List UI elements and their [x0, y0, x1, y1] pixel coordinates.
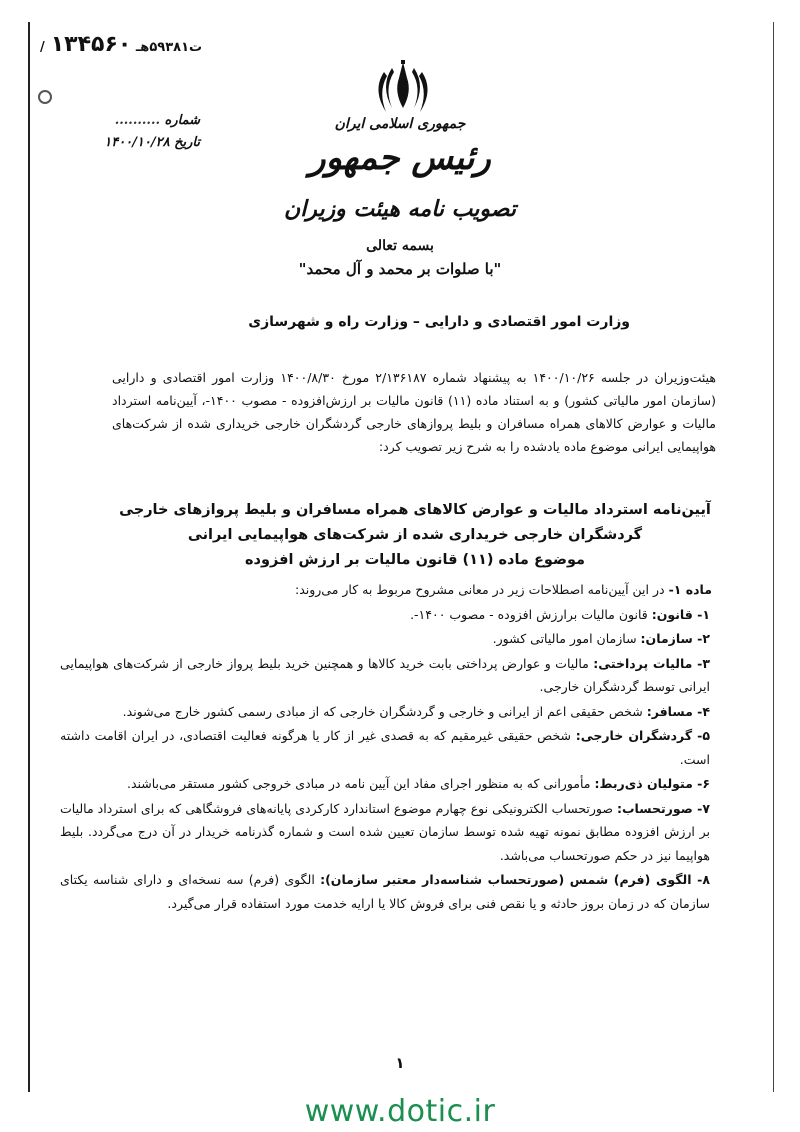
- definition-term: ۳- مالیات پرداختی:: [593, 655, 710, 671]
- republic-title: جمهوری اسلامی ایران: [334, 116, 466, 132]
- definition-text: شخص حقیقی غیرمقیم که به قصدی غیر از کار یا هرگونه فعالیت اقتصادی، در ایران اقامت داشته است.: [60, 728, 710, 767]
- number-value: ..........: [114, 113, 160, 128]
- definition-term: ۴- مسافر:: [646, 703, 710, 719]
- cabinet-decree-title: تصویب نامه هیئت وزیران: [284, 196, 516, 222]
- date-label: تاریخ: [174, 135, 200, 150]
- definition-term: ۵- گردشگران خارجی:: [575, 728, 710, 743]
- definition-item: [60, 627, 712, 651]
- definition-term: ۲- سازمان:: [640, 631, 710, 646]
- addressees: وزارت امور اقتصادی و دارایی – وزارت راه و شهرسازی: [248, 314, 630, 330]
- president-title: رئیس جمهور: [309, 138, 491, 178]
- definition-term: ۷- صورتحساب:: [616, 800, 710, 816]
- article-text: در این آیین‌نامه اصطلاحات زیر در معانی مشروح مربوط به کار می‌روند:: [294, 582, 669, 597]
- definition-item: [60, 868, 712, 915]
- salavat-heading: "با صلوات بر محمد و آل محمد": [298, 260, 502, 278]
- definition-text: سازمان امور مالیاتی کشور.: [492, 631, 641, 646]
- document-number-prefix: /ت۵۹۳۸۱هـ: [40, 40, 203, 55]
- article-1: [60, 578, 712, 602]
- bism-heading: بسمه تعالی: [366, 238, 434, 254]
- definition-term: ۱- قانون:: [651, 606, 710, 622]
- number-label: شماره: [164, 113, 200, 128]
- regulation-title: [100, 498, 730, 573]
- definition-text: الگوی (فرم) سه نسخه‌ای و دارای شناسه یکتای سازمان که در زمان بروز حادثه و یا نقص فنی برای فروش کالا یا ارایه خدمت مورد استفاده قرار می‌گیرد.: [60, 872, 710, 911]
- definition-text: مالیات و عوارض پرداختی بابت خرید کالاها و همچنین خرید بلیط پرواز خارجی از شرکت‌های هواپیمایی ایرانی توسط گردشگران خارجی.: [60, 655, 710, 694]
- date-value: ۱۴۰۰/۱۰/۲۸: [104, 135, 170, 150]
- definition-text: صورتحساب الکترونیکی نوع چهارم موضوع استاندارد کارکردی پایانه‌های فروشگاهی که برای استرداد مالیات بر ارزش افزوده مطابق نمونه تهیه شده توسط سازمان تعیین شده است و شماره گذرنامه خریدار در آن درج می‌گردد. بلیط هواپیما نیز در حکم صورتحساب می‌باشد.: [60, 800, 710, 863]
- definition-term: ۸- الگوی (فرم) شمس (صورتحساب شناسه‌دار معتبر سازمان):: [320, 872, 710, 887]
- document-number: [40, 32, 202, 57]
- regulation-body: [60, 578, 712, 916]
- article-label: ماده ۱-: [668, 582, 712, 597]
- definition-term: ۶- متولیان ذی‌ربط:: [594, 776, 710, 791]
- title-line: موضوع ماده (۱۱) قانون مالیات بر ارزش افزوده: [244, 552, 586, 568]
- footer-url: www.dotic.ir: [304, 1094, 496, 1129]
- definition-text: شخص حقیقی اعم از ایرانی و خارجی و گردشگران خارجی که از مبادی رسمی کشور خارج می‌شوند.: [122, 703, 647, 719]
- definition-item: [60, 700, 712, 724]
- definition-item: [60, 652, 712, 699]
- iran-emblem-icon: [374, 58, 432, 118]
- right-border-line: [773, 22, 774, 1092]
- title-line: آیین‌نامه استرداد مالیات و عوارض کالاهای همراه مسافران و بلیط پروازهای خارجی: [119, 502, 711, 518]
- definition-text: قانون مالیات برارزش افزوده - مصوب ۱۴۰۰-.: [410, 606, 652, 622]
- page-number: ۱: [395, 1054, 405, 1072]
- definition-item: [60, 772, 712, 796]
- definition-item: [60, 797, 712, 868]
- hole-punch-icon: [38, 90, 52, 104]
- left-border-line: [28, 22, 30, 1092]
- document-number-main: ۱۳۴۵۶۰: [50, 32, 132, 57]
- definition-item: [60, 724, 712, 771]
- intro-paragraph: هیئت‌وزیران در جلسه ۱۴۰۰/۱۰/۲۶ به پیشنهاد شماره ۲/۱۳۶۱۸۷ مورخ ۱۴۰۰/۸/۳۰ وزارت امور اقتصادی و دارایی (سازمان امور مالیاتی کشور) و به استناد ماده (۱۱) قانون مالیات بر ارزش‌افزوده - مصوب ۱۴۰۰-، آیین‌نامه استرداد مالیات و عوارض کالاهای همراه مسافران و بلیط پروازهای خارجی گردشگران خارجی خریداری شده از شرکت‌های هواپیمایی ایرانی موضوع ماده یادشده را به شرح زیر تصویب کرد:: [112, 370, 716, 454]
- definition-text: مأمورانی که به منظور اجرای مفاد این آیین نامه در مبادی خروجی کشور مستقر می‌باشند.: [126, 776, 595, 791]
- title-line: گردشگران خارجی خریداری شده از شرکت‌های هواپیمایی ایرانی: [187, 527, 643, 543]
- definition-item: [60, 603, 712, 627]
